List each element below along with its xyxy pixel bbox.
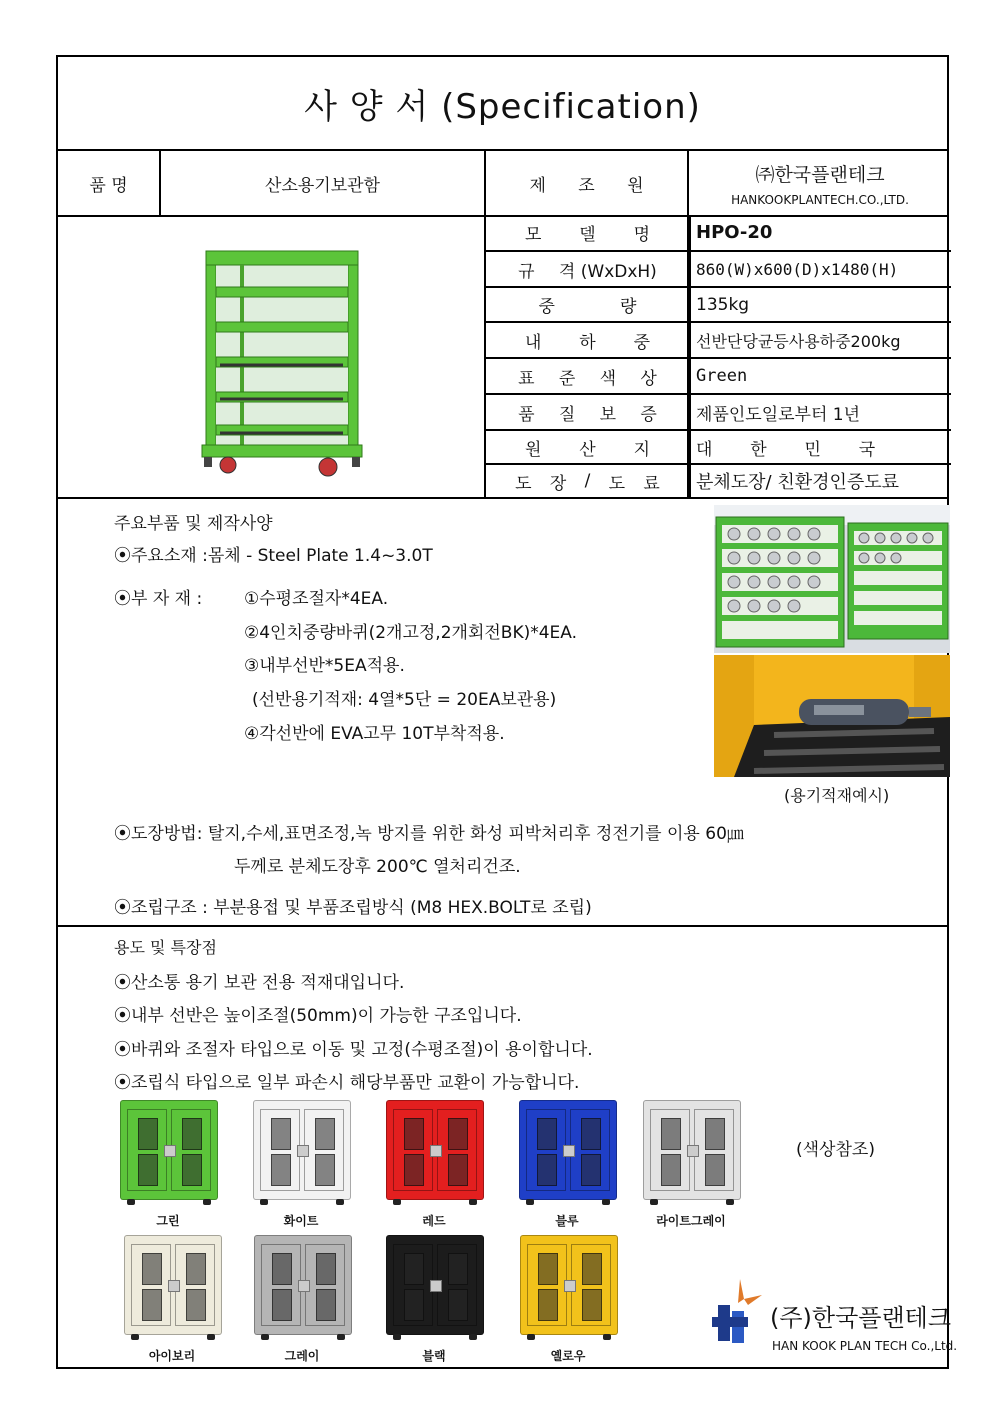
spec-label-size: 규 격 (WxDxH)	[518, 261, 657, 282]
color-cabinet-swatch	[643, 1100, 741, 1200]
color-reference-label: (색상참조)	[796, 1140, 875, 1160]
sub-item: ①수평조절자*4EA.	[244, 589, 389, 609]
color-name-label: 그린	[156, 1214, 180, 1228]
product-image	[198, 247, 378, 482]
spec-value-warranty: 제품인도일로부터 1년	[696, 404, 861, 425]
sub-item: ③내부선반*5EA적용.	[244, 656, 405, 676]
spec-sheet-frame	[56, 55, 958, 1369]
sub-item: (선반용기적재: 4열*5단 = 20EA보관용)	[252, 690, 557, 710]
spec-value-model: HPO-20	[696, 222, 773, 243]
spec-value-load: 선반단당균등사용하중200kg	[696, 331, 901, 351]
color-name-label: 그레이	[284, 1349, 320, 1363]
manufacturer-name: ㈜한국플랜테크	[755, 163, 885, 186]
color-cabinet-swatch	[386, 1235, 484, 1335]
spec-label-color: 표 준 색 상	[518, 368, 657, 389]
color-cabinet-swatch	[124, 1235, 222, 1335]
spec-value-origin: 대 한 민 국	[696, 439, 876, 460]
color-name-label: 레드	[422, 1214, 446, 1228]
spec-label-origin: 원 산 지	[524, 439, 651, 460]
product-name-label: 품 명	[89, 175, 128, 196]
photo-caption: (용기적재예시)	[784, 786, 890, 805]
section2-heading: 용도 및 특장점	[114, 938, 217, 957]
spec-label-warranty: 품 질 보 증	[518, 404, 657, 425]
painting-method: ⦿도장방법: 탈지,수세,표면조정,녹 방지를 위한 화성 피박처리후 정전기를 이용 60㎛	[114, 824, 744, 844]
color-name-label: 화이트	[283, 1214, 319, 1228]
page-title: 사 양 서 (Specification)	[304, 86, 701, 127]
spec-table	[486, 215, 951, 497]
feature-item: ⦿바퀴와 조절자 타입으로 이동 및 고정(수평조절)이 용이합니다.	[114, 1040, 593, 1060]
spec-label-load: 내 하 중	[524, 332, 651, 353]
spec-value-size: 860(W)x600(D)x1480(H)	[696, 259, 899, 279]
company-logo-icon	[708, 1277, 768, 1347]
sub-item: ②4인치중량바퀴(2개고정,2개회전BK)*4EA.	[244, 623, 578, 643]
color-cabinet-swatch	[386, 1100, 484, 1200]
spec-value-weight: 135kg	[696, 294, 750, 315]
spec-value-color: Green	[696, 366, 748, 386]
feature-item: ⦿조립식 타입으로 일부 파손시 해당부품만 교환이 가능합니다.	[114, 1073, 580, 1093]
color-cabinet-swatch	[519, 1100, 617, 1200]
color-name-label: 아이보리	[148, 1349, 196, 1363]
sub-item: ④각선반에 EVA고무 10T부착적용.	[244, 724, 505, 744]
color-cabinet-swatch	[253, 1100, 351, 1200]
feature-item: ⦿내부 선반은 높이조절(50mm)이 가능한 구조입니다.	[114, 1006, 522, 1026]
company-logo-name-en: HAN KOOK PLAN TECH Co.,Ltd.	[772, 1339, 958, 1353]
assembly-structure: ⦿조립구조 : 부분용접 및 부품조립방식 (M8 HEX.BOLT로 조립)	[114, 898, 592, 918]
color-cabinet-swatch	[520, 1235, 618, 1335]
manufacturer-value	[689, 151, 951, 215]
product-name-value: 산소용기보관함	[265, 175, 380, 196]
color-name-label: 옐로우	[550, 1349, 586, 1363]
color-cabinet-swatch	[254, 1235, 352, 1335]
color-cabinet-swatch	[120, 1100, 218, 1200]
spec-label-weight: 중 량	[538, 297, 637, 317]
feature-item: ⦿산소통 용기 보관 전용 적재대입니다.	[114, 973, 405, 993]
color-name-label: 블루	[555, 1214, 579, 1228]
manufacturer-label: 제 조 원	[529, 175, 644, 196]
section1-heading: 주요부품 및 제작사양	[114, 514, 273, 534]
color-name-label: 블랙	[422, 1349, 446, 1363]
main-material: ⦿주요소재 :몸체 - Steel Plate 1.4~3.0T	[114, 546, 433, 566]
color-name-label: 라이트그레이	[656, 1214, 726, 1228]
spec-label-paint: 도 장 / 도 료	[515, 471, 660, 494]
company-logo-name: (주)한국플랜테크	[770, 1304, 952, 1332]
storage-photo-1	[714, 505, 950, 653]
spec-value-paint: 분체도장/ 친환경인증도료	[696, 472, 900, 493]
painting-method-cont: 두께로 분체도장후 200℃ 열처리건조.	[234, 857, 521, 877]
storage-photo-2	[714, 655, 950, 777]
manufacturer-name-en: HANKOOKPLANTECH.CO.,LTD.	[731, 192, 909, 207]
spec-label-model: 모 델 명	[524, 225, 651, 245]
sub-material-label: ⦿부 자 재 :	[114, 589, 203, 609]
